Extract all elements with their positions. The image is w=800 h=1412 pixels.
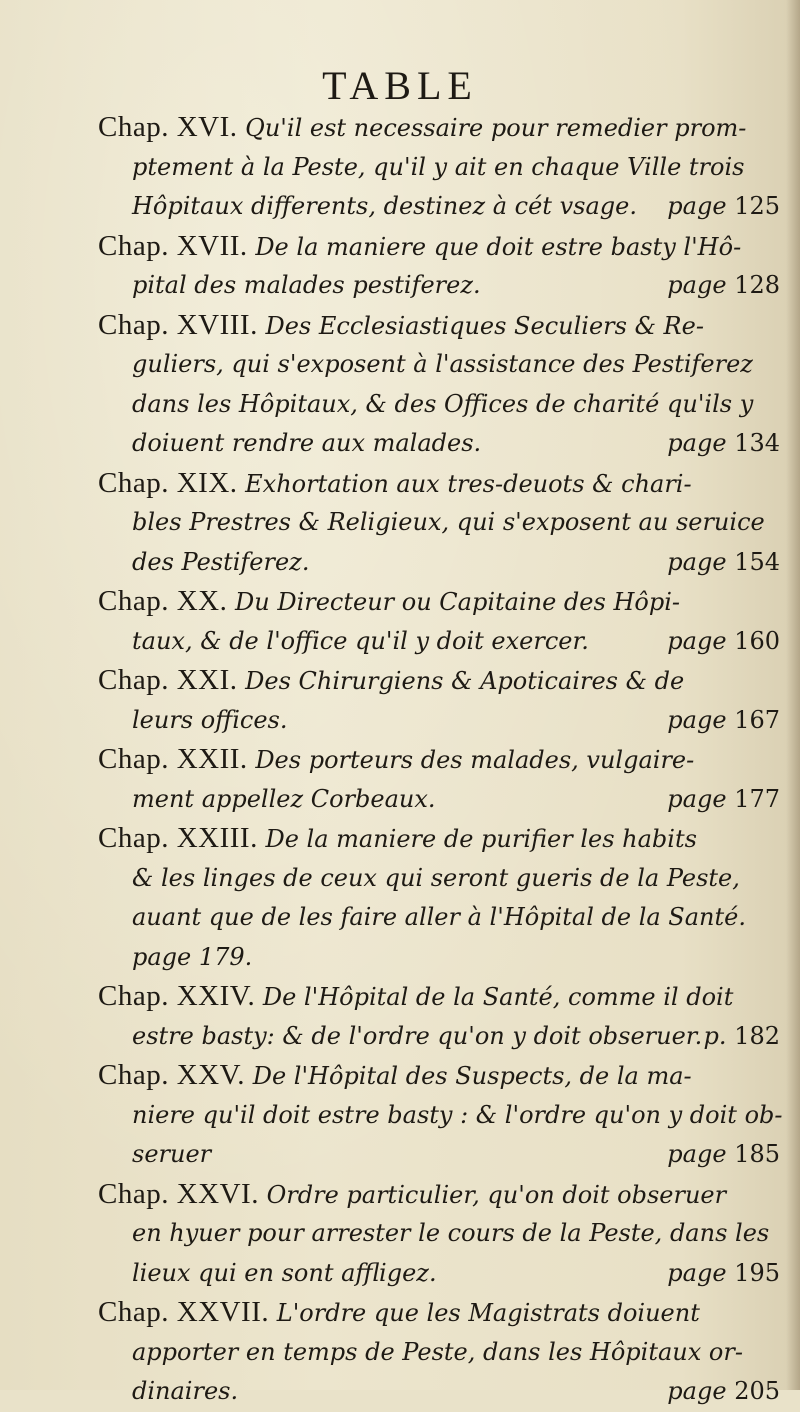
chapter-label: Chap. XXIII. [98, 822, 258, 854]
toc-line [98, 1175, 788, 1215]
chapter-title-text: bles Prestres & Religieux, qui s'exposent au seruice [132, 508, 765, 536]
toc-line [98, 503, 788, 543]
chapter-title-text: des Pestiferez. [132, 547, 310, 576]
toc-line [98, 306, 788, 346]
chapter-title-text: De l'Hôpital de la Santé, comme il doit [262, 983, 734, 1011]
page-reference [667, 187, 780, 227]
page-word: page [667, 547, 727, 576]
chapter-label: Chap. XVIII. [98, 308, 258, 341]
toc-line-with-page [98, 780, 788, 820]
chapter-title-text: doiuent rendre aux malades. [132, 429, 482, 457]
page-reference [704, 1017, 780, 1057]
page-word: page [667, 1377, 727, 1405]
toc-entry [98, 661, 788, 740]
page-number: 160 [734, 626, 780, 655]
toc-line [98, 1214, 788, 1254]
chapter-label: Chap. XXVI. [98, 1177, 259, 1210]
chapter-title-text: L'ordre que les Magistrats doiuent [276, 1299, 700, 1327]
toc-line [98, 148, 788, 188]
chapter-title-text: niere qu'il doit estre basty : & l'ordre qu'on y doit ob- [132, 1100, 783, 1129]
toc-line [98, 385, 788, 425]
page-number: 125 [734, 192, 780, 220]
toc-line-with-page [98, 938, 788, 978]
chapter-title-text: seruer [132, 1140, 212, 1168]
chapter-title-text: Exhortation aux tres-deuots & chari- [245, 469, 692, 498]
chapter-title-text: taux, & de l'office qu'il y doit exercer. [132, 626, 589, 655]
chapter-title-text: ment appellez Corbeaux. [132, 784, 436, 813]
page-number: 167 [734, 705, 780, 734]
page-title: TABLE [322, 63, 478, 108]
page-word: page [667, 192, 727, 220]
chapter-label: Chap. XIX. [98, 466, 238, 499]
chapter-title-text: ptement à la Peste, qu'il y ait en chaque Ville trois [132, 152, 745, 181]
chapter-title-text: pital des malades pestiferez. [132, 271, 481, 299]
page-word: page [667, 784, 727, 813]
page-number: 182 [734, 1021, 780, 1050]
chapter-label: Chap. XXII. [98, 743, 248, 775]
chapter-label: Chap. XXIV. [98, 980, 256, 1012]
page-word: page [667, 271, 727, 299]
chapter-title-text: De l'Hôpital des Suspects, de la ma- [252, 1062, 692, 1090]
page-number: 177 [734, 784, 780, 813]
page-reference [667, 266, 780, 306]
toc-entry [98, 819, 788, 977]
toc-line-with-page [98, 266, 788, 306]
chapter-label: Chap. XVII. [98, 229, 248, 262]
chapter-title-text: Des Ecclesiastiques Seculiers & Re- [265, 311, 704, 340]
page-number: 154 [734, 547, 780, 576]
toc-entry [98, 1293, 788, 1412]
page-number: 205 [734, 1377, 780, 1405]
toc-line [98, 859, 788, 899]
chapter-label: Chap. XVI. [98, 111, 238, 143]
page-word: page [667, 705, 727, 734]
page-word: page [667, 1258, 727, 1287]
toc-line-with-page [98, 622, 788, 662]
page-reference [667, 701, 780, 741]
toc-line [98, 1096, 788, 1136]
toc-line-with-page [98, 424, 788, 464]
toc-line-with-page [98, 187, 788, 227]
page-word: page [667, 626, 727, 655]
toc-line-with-page [98, 701, 788, 741]
toc-entry [98, 740, 788, 819]
chapter-title-text: Du Directeur ou Capitaine des Hôpi- [235, 588, 680, 616]
chapter-title-text: dans les Hôpitaux, & des Offices de charité qu'ils y [132, 389, 754, 418]
chapter-title-text: De la maniere que doit estre basty l'Hô- [255, 232, 742, 261]
page-number: 134 [734, 429, 780, 457]
page-reference [667, 780, 780, 820]
page-reference [667, 543, 780, 583]
page-spine-shadow [786, 0, 800, 1390]
page-number: 195 [734, 1258, 780, 1287]
page-word: page [667, 1140, 727, 1168]
page-reference [667, 1372, 780, 1412]
toc-entry [98, 108, 788, 227]
chapter-title-text: apporter en temps de Peste, dans les Hôpitaux or- [132, 1337, 743, 1366]
toc-entry [98, 1056, 788, 1175]
toc-line [98, 740, 788, 780]
chapter-label: Chap. XXI. [98, 664, 238, 696]
page-number: 185 [734, 1140, 780, 1168]
toc-line-with-page [98, 1254, 788, 1294]
toc-line-with-page [98, 1017, 788, 1057]
toc-line [98, 227, 788, 267]
chapter-label: Chap. XX. [98, 585, 228, 617]
chapter-label: Chap. XXV. [98, 1059, 246, 1091]
toc-line-with-page [98, 1372, 788, 1412]
page-word: p. [703, 1021, 727, 1050]
toc-entry [98, 227, 788, 306]
table-of-contents [98, 108, 788, 1412]
page-number: 128 [734, 271, 780, 299]
toc-line [98, 1333, 788, 1373]
toc-line [98, 464, 788, 504]
chapter-title-text: & les linges de ceux qui seront gueris de la Peste, [132, 863, 740, 892]
chapter-title-text: en hyuer pour arrester le cours de la Peste, dans les [132, 1219, 770, 1247]
page-reference [667, 1254, 780, 1294]
chapter-title-text: lieux qui en sont affligez. [132, 1258, 437, 1287]
chapter-title-text: page 179. [132, 942, 253, 971]
toc-line [98, 898, 788, 938]
chapter-title-text: Ordre particulier, qu'on doit obseruer [266, 1180, 727, 1209]
toc-entry [98, 1175, 788, 1294]
toc-line [98, 819, 788, 859]
toc-line [98, 1293, 788, 1333]
toc-entry [98, 582, 788, 661]
toc-line [98, 1056, 788, 1096]
chapter-title-text: Qu'il est necessaire pour remedier prom- [245, 114, 747, 142]
toc-line [98, 977, 788, 1017]
chapter-title-text: De la maniere de purifier les habits [265, 825, 697, 853]
toc-line-with-page [98, 543, 788, 583]
chapter-title-text: dinaires. [132, 1377, 239, 1405]
chapter-title-text: auant que de les faire aller à l'Hôpital de la Santé. [132, 903, 746, 931]
toc-line [98, 661, 788, 701]
chapter-title-text: guliers, qui s'exposent à l'assistance des Pestiferez [132, 350, 753, 378]
toc-entry [98, 306, 788, 464]
chapter-title-text: Des porteurs des malades, vulgaire- [255, 746, 695, 774]
chapter-title-text: estre basty: & de l'ordre qu'on y doit obseruer. [132, 1021, 703, 1050]
page-reference [667, 1135, 780, 1175]
chapter-label: Chap. XXVII. [98, 1296, 270, 1328]
toc-line [98, 345, 788, 385]
page-reference [667, 622, 780, 662]
toc-line-with-page [98, 1135, 788, 1175]
toc-line [98, 582, 788, 622]
page-word: page [667, 429, 727, 457]
chapter-title-text: Hôpitaux differents, destinez à cét vsage. [132, 192, 637, 220]
page-reference [667, 424, 780, 464]
toc-entry [98, 464, 788, 583]
toc-entry [98, 977, 788, 1056]
toc-line [98, 108, 788, 148]
chapter-title-text: Des Chirurgiens & Apoticaires & de [245, 667, 685, 695]
chapter-title-text: leurs offices. [132, 705, 288, 734]
